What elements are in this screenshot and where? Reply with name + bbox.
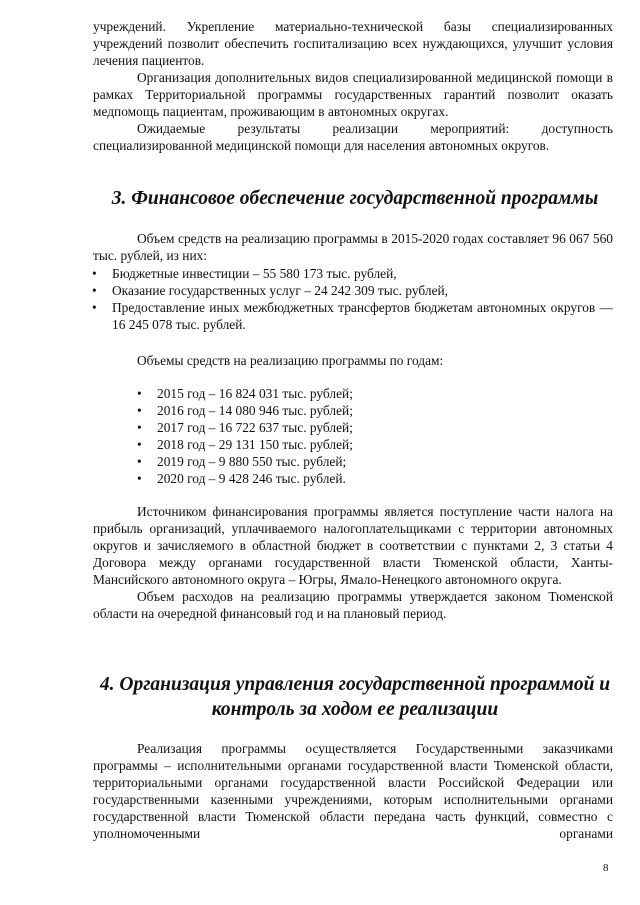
funding-list [92, 265, 613, 333]
by-year-label: Объемы средств на реализацию программы по годам: [137, 353, 444, 368]
year-row-2016: • 2016 год – 14 080 946 тыс. рублей; [137, 402, 353, 419]
section-3-heading: 3. Финансовое обеспечение государственной программы [111, 188, 599, 209]
funding-source-block [93, 503, 613, 622]
years-list [137, 385, 353, 487]
year-row-2020: • 2020 год – 9 428 246 тыс. рублей. [137, 470, 353, 487]
section-4-body [93, 740, 613, 842]
section-4-heading-line2: контроль за ходом ее реализации [211, 699, 499, 720]
funding-intro: Объем средств на реализацию программы в 2015-2020 годах составляет 96 067 560 тыс. рублей, из них: [93, 231, 613, 263]
year-row-2018: • 2018 год – 29 131 150 тыс. рублей; [137, 436, 353, 453]
continuation-text [93, 18, 613, 154]
paragraph-expected-results: Ожидаемые результаты реализации мероприятий: доступность специализированной медицинской помощи для населения автономных округов. [93, 121, 613, 153]
section-4-heading-line1: 4. Организация управления государственной программой и [99, 674, 611, 695]
approval-paragraph: Объем расходов на реализацию программы утверждается законом Тюменской области на очередной финансовый год и на плановый период. [93, 589, 613, 621]
implementation-paragraph: Реализация программы осуществляется Государственными заказчиками программы – исполнительными органами государственной власти Тюменской области, территориальными органами государственной власти Российской Федерации или государственными казенными учреждениями, которым исполнительными органами государственной власти Тюменской области передана часть функций, совместно с уполномоченными органами [93, 741, 613, 841]
paragraph-additional-care: Организация дополнительных видов специализированной медицинской помощи в рамках Территориальной программы государственных гарантий позволит оказать медпомощь пациентам, проживающим в автономных округах. [93, 70, 613, 119]
funding-source-paragraph: Источником финансирования программы является поступление части налога на прибыль организаций, уплачиваемого налогоплательщиками с территории автономных округов и зачисляемого в областной бюджет в соответствии с пунктами 2, 3 статьи 4 Договора между органами государственной власти Тюменской области, Ханты-Мансийского автономного округа – Югры, Ямало-Ненецкого автономного округа. [93, 504, 613, 587]
year-row-2015: • 2015 год – 16 824 031 тыс. рублей; [137, 385, 353, 402]
section-3-body [93, 230, 613, 264]
paragraph-continuation: учреждений. Укрепление материально-технической базы специализированных учреждений позволит обеспечить госпитализацию всех нуждающихся, улучшит условия лечения пациентов. [93, 19, 613, 68]
year-row-2019: • 2019 год – 9 880 550 тыс. рублей; [137, 453, 353, 470]
list-item: • Предоставление иных межбюджетных трансфертов бюджетам автономных округов — 16 245 078 тыс. рублей. [92, 299, 613, 333]
list-item: • Бюджетные инвестиции – 55 580 173 тыс. рублей, [92, 265, 613, 282]
list-item: • Оказание государственных услуг – 24 242 309 тыс. рублей, [92, 282, 613, 299]
year-row-2017: • 2017 год – 16 722 637 тыс. рублей; [137, 419, 353, 436]
section-4-heading [70, 672, 640, 722]
page-number: 8 [603, 862, 609, 874]
